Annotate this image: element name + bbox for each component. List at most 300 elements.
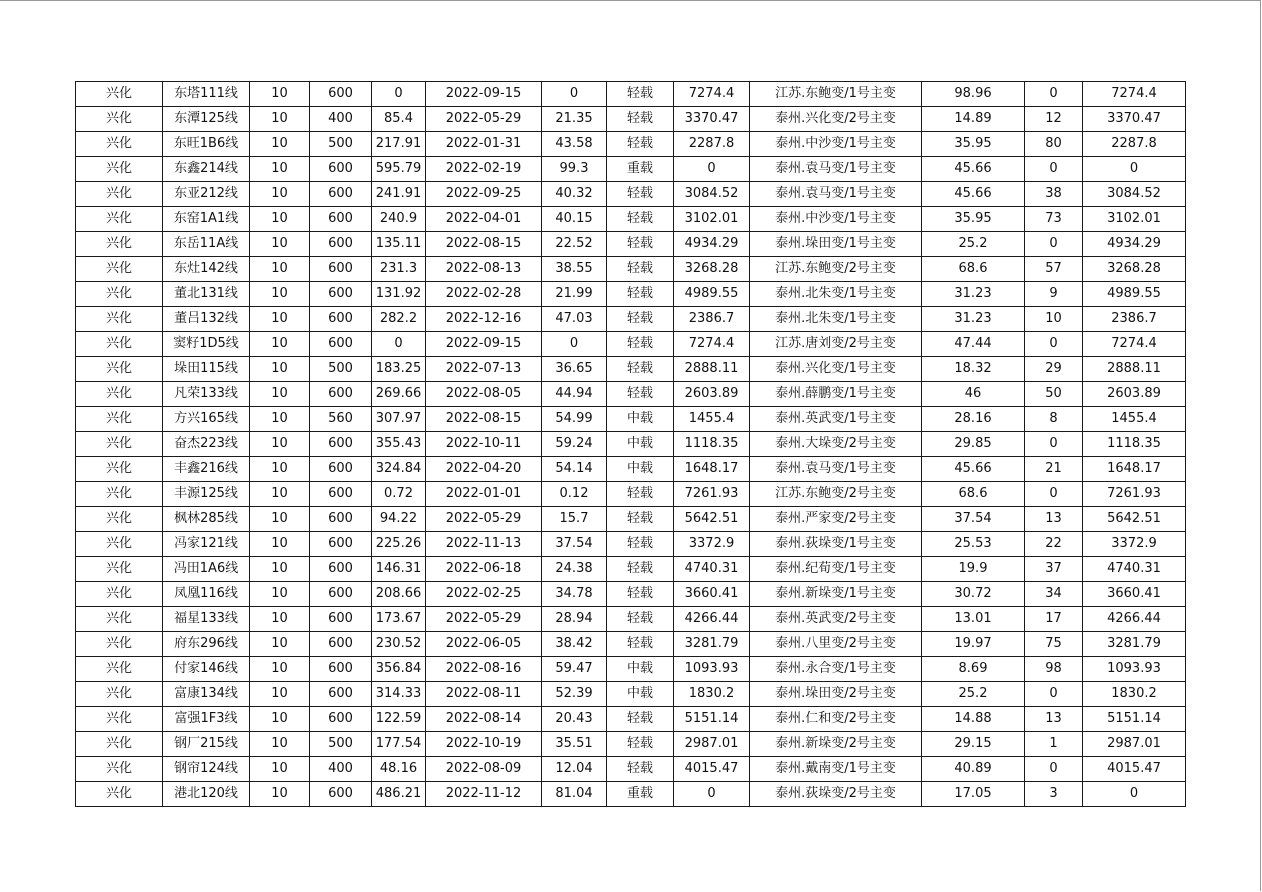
- max-load-cell: 135.11: [372, 232, 426, 257]
- count-cell: 98: [1025, 657, 1083, 682]
- available-capacity-cell: 3660.41: [1083, 582, 1186, 607]
- max-load-cell: 0: [372, 82, 426, 107]
- date-cell: 2022-07-13: [426, 357, 542, 382]
- load-rate-cell: 34.78: [542, 582, 607, 607]
- table-row: [76, 557, 1186, 582]
- capacity-cell: 600: [310, 682, 372, 707]
- load-rate-cell: 38.55: [542, 257, 607, 282]
- line-name-cell: 奋杰223线: [163, 432, 250, 457]
- region-cell: 兴化: [76, 157, 163, 182]
- spare-capacity-cell: 4740.31: [674, 557, 750, 582]
- available-capacity-cell: 1118.35: [1083, 432, 1186, 457]
- region-cell: 兴化: [76, 782, 163, 807]
- load-status-cell: 中载: [607, 682, 674, 707]
- line-name-cell: 冯家121线: [163, 532, 250, 557]
- transformer-load-cell: 14.88: [922, 707, 1025, 732]
- max-load-cell: 146.31: [372, 557, 426, 582]
- spare-capacity-cell: 1118.35: [674, 432, 750, 457]
- spare-capacity-cell: 3370.47: [674, 107, 750, 132]
- table-row: [76, 282, 1186, 307]
- spare-capacity-cell: 3084.52: [674, 182, 750, 207]
- voltage-cell: 10: [250, 732, 310, 757]
- line-name-cell: 丰源125线: [163, 482, 250, 507]
- max-load-cell: 85.4: [372, 107, 426, 132]
- date-cell: 2022-06-05: [426, 632, 542, 657]
- substation-transformer-cell: 泰州.纪荀变/1号主变: [750, 557, 922, 582]
- load-status-cell: 轻载: [607, 507, 674, 532]
- line-name-cell: 方兴165线: [163, 407, 250, 432]
- max-load-cell: 48.16: [372, 757, 426, 782]
- table-row: [76, 657, 1186, 682]
- max-load-cell: 231.3: [372, 257, 426, 282]
- transformer-load-cell: 14.89: [922, 107, 1025, 132]
- transformer-load-cell: 29.85: [922, 432, 1025, 457]
- substation-transformer-cell: 泰州.垛田变/2号主变: [750, 682, 922, 707]
- date-cell: 2022-09-15: [426, 332, 542, 357]
- region-cell: 兴化: [76, 432, 163, 457]
- spare-capacity-cell: 3660.41: [674, 582, 750, 607]
- load-rate-cell: 59.47: [542, 657, 607, 682]
- table-row: [76, 757, 1186, 782]
- region-cell: 兴化: [76, 357, 163, 382]
- date-cell: 2022-08-16: [426, 657, 542, 682]
- voltage-cell: 10: [250, 382, 310, 407]
- substation-transformer-cell: 江苏.唐刘变/2号主变: [750, 332, 922, 357]
- table-row: [76, 357, 1186, 382]
- capacity-cell: 500: [310, 732, 372, 757]
- substation-transformer-cell: 江苏.东鲍变/1号主变: [750, 82, 922, 107]
- transformer-load-cell: 31.23: [922, 307, 1025, 332]
- capacity-cell: 600: [310, 707, 372, 732]
- load-rate-cell: 15.7: [542, 507, 607, 532]
- count-cell: 1: [1025, 732, 1083, 757]
- load-rate-cell: 22.52: [542, 232, 607, 257]
- count-cell: 22: [1025, 532, 1083, 557]
- table-row: [76, 607, 1186, 632]
- date-cell: 2022-10-11: [426, 432, 542, 457]
- count-cell: 75: [1025, 632, 1083, 657]
- date-cell: 2022-12-16: [426, 307, 542, 332]
- max-load-cell: 595.79: [372, 157, 426, 182]
- load-rate-cell: 81.04: [542, 782, 607, 807]
- count-cell: 0: [1025, 432, 1083, 457]
- load-status-cell: 轻载: [607, 732, 674, 757]
- voltage-cell: 10: [250, 582, 310, 607]
- load-status-cell: 轻载: [607, 482, 674, 507]
- line-name-cell: 福星133线: [163, 607, 250, 632]
- capacity-cell: 600: [310, 157, 372, 182]
- count-cell: 0: [1025, 682, 1083, 707]
- date-cell: 2022-08-09: [426, 757, 542, 782]
- substation-transformer-cell: 泰州.兴化变/2号主变: [750, 107, 922, 132]
- capacity-cell: 560: [310, 407, 372, 432]
- region-cell: 兴化: [76, 532, 163, 557]
- region-cell: 兴化: [76, 457, 163, 482]
- load-status-cell: 轻载: [607, 307, 674, 332]
- transformer-load-cell: 28.16: [922, 407, 1025, 432]
- substation-transformer-cell: 泰州.垛田变/1号主变: [750, 232, 922, 257]
- spare-capacity-cell: 2888.11: [674, 357, 750, 382]
- max-load-cell: 177.54: [372, 732, 426, 757]
- table-row: [76, 582, 1186, 607]
- load-rate-cell: 37.54: [542, 532, 607, 557]
- voltage-cell: 10: [250, 432, 310, 457]
- count-cell: 80: [1025, 132, 1083, 157]
- substation-transformer-cell: 泰州.薛鹏变/1号主变: [750, 382, 922, 407]
- available-capacity-cell: 5151.14: [1083, 707, 1186, 732]
- max-load-cell: 307.97: [372, 407, 426, 432]
- line-name-cell: 东岳11A线: [163, 232, 250, 257]
- substation-transformer-cell: 泰州.永合变/1号主变: [750, 657, 922, 682]
- line-name-cell: 枫林285线: [163, 507, 250, 532]
- spare-capacity-cell: 4989.55: [674, 282, 750, 307]
- date-cell: 2022-08-11: [426, 682, 542, 707]
- count-cell: 17: [1025, 607, 1083, 632]
- count-cell: 0: [1025, 482, 1083, 507]
- capacity-cell: 600: [310, 482, 372, 507]
- count-cell: 50: [1025, 382, 1083, 407]
- spare-capacity-cell: 4266.44: [674, 607, 750, 632]
- transformer-load-cell: 45.66: [922, 157, 1025, 182]
- date-cell: 2022-08-15: [426, 232, 542, 257]
- voltage-cell: 10: [250, 557, 310, 582]
- transformer-load-cell: 19.9: [922, 557, 1025, 582]
- available-capacity-cell: 4740.31: [1083, 557, 1186, 582]
- available-capacity-cell: 2888.11: [1083, 357, 1186, 382]
- region-cell: 兴化: [76, 507, 163, 532]
- region-cell: 兴化: [76, 382, 163, 407]
- table-row: [76, 632, 1186, 657]
- count-cell: 21: [1025, 457, 1083, 482]
- table-row: [76, 82, 1186, 107]
- count-cell: 73: [1025, 207, 1083, 232]
- voltage-cell: 10: [250, 207, 310, 232]
- load-status-cell: 中载: [607, 457, 674, 482]
- capacity-cell: 600: [310, 632, 372, 657]
- load-status-cell: 轻载: [607, 282, 674, 307]
- transformer-load-cell: 45.66: [922, 182, 1025, 207]
- date-cell: 2022-02-19: [426, 157, 542, 182]
- transformer-load-cell: 25.2: [922, 682, 1025, 707]
- date-cell: 2022-05-29: [426, 507, 542, 532]
- count-cell: 0: [1025, 332, 1083, 357]
- count-cell: 57: [1025, 257, 1083, 282]
- spare-capacity-cell: 3268.28: [674, 257, 750, 282]
- voltage-cell: 10: [250, 757, 310, 782]
- line-name-cell: 窦籽1D5线: [163, 332, 250, 357]
- table-row: [76, 432, 1186, 457]
- capacity-cell: 600: [310, 82, 372, 107]
- voltage-cell: 10: [250, 157, 310, 182]
- available-capacity-cell: 3084.52: [1083, 182, 1186, 207]
- date-cell: 2022-10-19: [426, 732, 542, 757]
- spare-capacity-cell: 2287.8: [674, 132, 750, 157]
- spare-capacity-cell: 1455.4: [674, 407, 750, 432]
- region-cell: 兴化: [76, 282, 163, 307]
- available-capacity-cell: 3102.01: [1083, 207, 1186, 232]
- load-rate-cell: 52.39: [542, 682, 607, 707]
- available-capacity-cell: 7261.93: [1083, 482, 1186, 507]
- date-cell: 2022-04-20: [426, 457, 542, 482]
- substation-transformer-cell: 泰州.英武变/2号主变: [750, 607, 922, 632]
- load-rate-cell: 59.24: [542, 432, 607, 457]
- max-load-cell: 486.21: [372, 782, 426, 807]
- date-cell: 2022-06-18: [426, 557, 542, 582]
- capacity-cell: 600: [310, 582, 372, 607]
- capacity-cell: 600: [310, 332, 372, 357]
- load-rate-cell: 99.3: [542, 157, 607, 182]
- substation-transformer-cell: 江苏.东鲍变/2号主变: [750, 482, 922, 507]
- available-capacity-cell: 3268.28: [1083, 257, 1186, 282]
- max-load-cell: 131.92: [372, 282, 426, 307]
- spare-capacity-cell: 3102.01: [674, 207, 750, 232]
- substation-transformer-cell: 泰州.新垛变/1号主变: [750, 582, 922, 607]
- transformer-load-cell: 25.53: [922, 532, 1025, 557]
- table-row: [76, 482, 1186, 507]
- date-cell: 2022-09-15: [426, 82, 542, 107]
- spare-capacity-cell: 2987.01: [674, 732, 750, 757]
- date-cell: 2022-08-05: [426, 382, 542, 407]
- load-rate-cell: 20.43: [542, 707, 607, 732]
- available-capacity-cell: 1455.4: [1083, 407, 1186, 432]
- capacity-cell: 600: [310, 282, 372, 307]
- load-rate-cell: 40.32: [542, 182, 607, 207]
- transformer-load-cell: 17.05: [922, 782, 1025, 807]
- load-status-cell: 轻载: [607, 582, 674, 607]
- load-status-cell: 轻载: [607, 632, 674, 657]
- transformer-load-cell: 68.6: [922, 482, 1025, 507]
- available-capacity-cell: 0: [1083, 782, 1186, 807]
- count-cell: 29: [1025, 357, 1083, 382]
- substation-transformer-cell: 泰州.袁马变/1号主变: [750, 182, 922, 207]
- spare-capacity-cell: 1093.93: [674, 657, 750, 682]
- transformer-load-cell: 45.66: [922, 457, 1025, 482]
- substation-transformer-cell: 泰州.大垛变/2号主变: [750, 432, 922, 457]
- voltage-cell: 10: [250, 357, 310, 382]
- table-row: [76, 507, 1186, 532]
- load-status-cell: 轻载: [607, 707, 674, 732]
- voltage-cell: 10: [250, 232, 310, 257]
- load-status-cell: 重载: [607, 782, 674, 807]
- substation-transformer-cell: 泰州.北朱变/1号主变: [750, 307, 922, 332]
- table-row: [76, 107, 1186, 132]
- load-status-cell: 轻载: [607, 607, 674, 632]
- date-cell: 2022-09-25: [426, 182, 542, 207]
- count-cell: 37: [1025, 557, 1083, 582]
- substation-transformer-cell: 泰州.中沙变/1号主变: [750, 132, 922, 157]
- spare-capacity-cell: 4934.29: [674, 232, 750, 257]
- available-capacity-cell: 1648.17: [1083, 457, 1186, 482]
- substation-transformer-cell: 泰州.兴化变/1号主变: [750, 357, 922, 382]
- load-status-cell: 重载: [607, 157, 674, 182]
- count-cell: 10: [1025, 307, 1083, 332]
- substation-transformer-cell: 泰州.严家变/2号主变: [750, 507, 922, 532]
- available-capacity-cell: 2386.7: [1083, 307, 1186, 332]
- line-name-cell: 东灶142线: [163, 257, 250, 282]
- capacity-cell: 600: [310, 657, 372, 682]
- date-cell: 2022-04-01: [426, 207, 542, 232]
- table-row: [76, 532, 1186, 557]
- region-cell: 兴化: [76, 407, 163, 432]
- load-status-cell: 轻载: [607, 82, 674, 107]
- capacity-cell: 600: [310, 257, 372, 282]
- capacity-cell: 400: [310, 757, 372, 782]
- line-name-cell: 港北120线: [163, 782, 250, 807]
- line-name-cell: 东潭125线: [163, 107, 250, 132]
- load-status-cell: 轻载: [607, 107, 674, 132]
- transformer-load-cell: 35.95: [922, 207, 1025, 232]
- voltage-cell: 10: [250, 632, 310, 657]
- region-cell: 兴化: [76, 632, 163, 657]
- voltage-cell: 10: [250, 532, 310, 557]
- load-status-cell: 轻载: [607, 532, 674, 557]
- transformer-load-cell: 29.15: [922, 732, 1025, 757]
- capacity-cell: 600: [310, 607, 372, 632]
- max-load-cell: 173.67: [372, 607, 426, 632]
- voltage-cell: 10: [250, 457, 310, 482]
- spare-capacity-cell: 0: [674, 157, 750, 182]
- max-load-cell: 269.66: [372, 382, 426, 407]
- load-rate-cell: 54.99: [542, 407, 607, 432]
- max-load-cell: 356.84: [372, 657, 426, 682]
- load-rate-cell: 44.94: [542, 382, 607, 407]
- line-name-cell: 垛田115线: [163, 357, 250, 382]
- load-status-cell: 轻载: [607, 382, 674, 407]
- transformer-load-cell: 19.97: [922, 632, 1025, 657]
- feeder-load-table: [75, 81, 1186, 807]
- load-rate-cell: 28.94: [542, 607, 607, 632]
- table-row: [76, 707, 1186, 732]
- max-load-cell: 225.26: [372, 532, 426, 557]
- table-row: [76, 182, 1186, 207]
- max-load-cell: 230.52: [372, 632, 426, 657]
- available-capacity-cell: 4989.55: [1083, 282, 1186, 307]
- capacity-cell: 600: [310, 532, 372, 557]
- load-rate-cell: 47.03: [542, 307, 607, 332]
- count-cell: 0: [1025, 757, 1083, 782]
- max-load-cell: 355.43: [372, 432, 426, 457]
- available-capacity-cell: 3372.9: [1083, 532, 1186, 557]
- date-cell: 2022-05-29: [426, 607, 542, 632]
- region-cell: 兴化: [76, 257, 163, 282]
- transformer-load-cell: 13.01: [922, 607, 1025, 632]
- voltage-cell: 10: [250, 682, 310, 707]
- substation-transformer-cell: 泰州.北朱变/1号主变: [750, 282, 922, 307]
- line-name-cell: 东塔111线: [163, 82, 250, 107]
- region-cell: 兴化: [76, 132, 163, 157]
- region-cell: 兴化: [76, 557, 163, 582]
- load-status-cell: 中载: [607, 657, 674, 682]
- load-status-cell: 中载: [607, 407, 674, 432]
- load-status-cell: 轻载: [607, 132, 674, 157]
- table-row: [76, 232, 1186, 257]
- region-cell: 兴化: [76, 482, 163, 507]
- region-cell: 兴化: [76, 82, 163, 107]
- line-name-cell: 冯田1A6线: [163, 557, 250, 582]
- count-cell: 38: [1025, 182, 1083, 207]
- voltage-cell: 10: [250, 507, 310, 532]
- substation-transformer-cell: 泰州.袁马变/1号主变: [750, 457, 922, 482]
- load-status-cell: 轻载: [607, 182, 674, 207]
- line-name-cell: 钢厂215线: [163, 732, 250, 757]
- available-capacity-cell: 2987.01: [1083, 732, 1186, 757]
- load-status-cell: 轻载: [607, 232, 674, 257]
- capacity-cell: 600: [310, 382, 372, 407]
- date-cell: 2022-02-28: [426, 282, 542, 307]
- transformer-load-cell: 31.23: [922, 282, 1025, 307]
- load-status-cell: 轻载: [607, 757, 674, 782]
- substation-transformer-cell: 泰州.新垛变/2号主变: [750, 732, 922, 757]
- region-cell: 兴化: [76, 757, 163, 782]
- available-capacity-cell: 1093.93: [1083, 657, 1186, 682]
- available-capacity-cell: 3370.47: [1083, 107, 1186, 132]
- voltage-cell: 10: [250, 132, 310, 157]
- spare-capacity-cell: 7274.4: [674, 82, 750, 107]
- available-capacity-cell: 4015.47: [1083, 757, 1186, 782]
- count-cell: 9: [1025, 282, 1083, 307]
- line-name-cell: 富康134线: [163, 682, 250, 707]
- spare-capacity-cell: 5642.51: [674, 507, 750, 532]
- date-cell: 2022-11-13: [426, 532, 542, 557]
- transformer-load-cell: 8.69: [922, 657, 1025, 682]
- capacity-cell: 600: [310, 307, 372, 332]
- available-capacity-cell: 1830.2: [1083, 682, 1186, 707]
- spare-capacity-cell: 1830.2: [674, 682, 750, 707]
- spare-capacity-cell: 0: [674, 782, 750, 807]
- load-rate-cell: 43.58: [542, 132, 607, 157]
- line-name-cell: 东亚212线: [163, 182, 250, 207]
- voltage-cell: 10: [250, 332, 310, 357]
- capacity-cell: 600: [310, 207, 372, 232]
- available-capacity-cell: 3281.79: [1083, 632, 1186, 657]
- region-cell: 兴化: [76, 607, 163, 632]
- max-load-cell: 324.84: [372, 457, 426, 482]
- table-row: [76, 457, 1186, 482]
- available-capacity-cell: 5642.51: [1083, 507, 1186, 532]
- date-cell: 2022-05-29: [426, 107, 542, 132]
- date-cell: 2022-02-25: [426, 582, 542, 607]
- transformer-load-cell: 40.89: [922, 757, 1025, 782]
- load-status-cell: 轻载: [607, 357, 674, 382]
- table-row: [76, 307, 1186, 332]
- max-load-cell: 0: [372, 332, 426, 357]
- substation-transformer-cell: 泰州.仁和变/2号主变: [750, 707, 922, 732]
- max-load-cell: 282.2: [372, 307, 426, 332]
- substation-transformer-cell: 泰州.荻垛变/2号主变: [750, 782, 922, 807]
- voltage-cell: 10: [250, 257, 310, 282]
- voltage-cell: 10: [250, 107, 310, 132]
- date-cell: 2022-01-01: [426, 482, 542, 507]
- voltage-cell: 10: [250, 657, 310, 682]
- load-rate-cell: 54.14: [542, 457, 607, 482]
- max-load-cell: 314.33: [372, 682, 426, 707]
- line-name-cell: 钢帘124线: [163, 757, 250, 782]
- load-rate-cell: 12.04: [542, 757, 607, 782]
- table-row: [76, 682, 1186, 707]
- date-cell: 2022-08-14: [426, 707, 542, 732]
- voltage-cell: 10: [250, 607, 310, 632]
- spare-capacity-cell: 3281.79: [674, 632, 750, 657]
- load-status-cell: 轻载: [607, 557, 674, 582]
- voltage-cell: 10: [250, 707, 310, 732]
- voltage-cell: 10: [250, 82, 310, 107]
- table-row: [76, 732, 1186, 757]
- transformer-load-cell: 68.6: [922, 257, 1025, 282]
- voltage-cell: 10: [250, 482, 310, 507]
- max-load-cell: 94.22: [372, 507, 426, 532]
- capacity-cell: 500: [310, 132, 372, 157]
- spare-capacity-cell: 3372.9: [674, 532, 750, 557]
